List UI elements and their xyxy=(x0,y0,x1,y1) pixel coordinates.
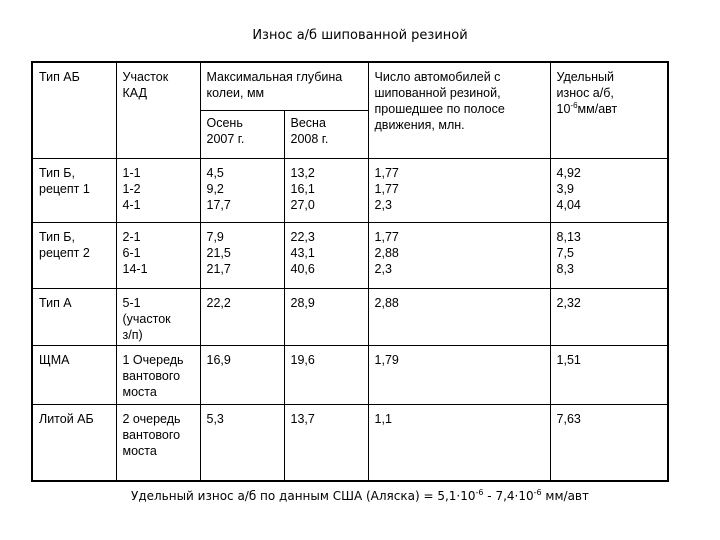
cell-autumn: 16,9 xyxy=(200,345,284,404)
header-specific-wear xyxy=(550,62,668,158)
header-spring: Весна 2008 г. xyxy=(284,110,368,158)
cell-autumn: 22,2 xyxy=(200,288,284,345)
document-title: Износ а/б шипованной резиной xyxy=(252,28,468,43)
table-row xyxy=(32,288,668,345)
header-cars: Число автомобилей с шипованной резиной, прошедшее по полосе движения, млн. xyxy=(368,62,550,158)
cell-cars: 1,77 1,77 2,3 xyxy=(368,158,550,222)
cell-section: 5-1 (участок з/п) xyxy=(116,288,200,345)
header-type: Тип АБ xyxy=(32,62,116,158)
cell-autumn: 7,9 21,5 21,7 xyxy=(200,222,284,288)
cell-type: Тип Б, рецепт 2 xyxy=(32,222,116,288)
cell-type: Тип А xyxy=(32,288,116,345)
cell-specific: 7,63 xyxy=(550,404,668,481)
table-row xyxy=(32,345,668,404)
header-autumn: Осень 2007 г. xyxy=(200,110,284,158)
cell-specific: 1,51 xyxy=(550,345,668,404)
cell-specific: 8,13 7,5 8,3 xyxy=(550,222,668,288)
footer-exponent-1: -6 xyxy=(475,488,484,497)
cell-autumn: 4,5 9,2 17,7 xyxy=(200,158,284,222)
cell-section: 1-1 1-2 4-1 xyxy=(116,158,200,222)
header-specific-exponent: -6 xyxy=(570,100,578,110)
footer-exponent-2: -6 xyxy=(533,488,542,497)
cell-type: Литой АБ xyxy=(32,404,116,481)
table-row xyxy=(32,404,668,481)
cell-autumn: 5,3 xyxy=(200,404,284,481)
cell-specific: 4,92 3,9 4,04 xyxy=(550,158,668,222)
cell-section: 2 очередь вантового моста xyxy=(116,404,200,481)
header-max-depth: Максимальная глубина колеи, мм xyxy=(200,62,368,110)
cell-spring: 19,6 xyxy=(284,345,368,404)
cell-section: 2-1 6-1 14-1 xyxy=(116,222,200,288)
footer-note xyxy=(0,489,720,503)
header-specific-text: Удельный износ а/б, 10 xyxy=(556,70,614,116)
cell-type: ЩМА xyxy=(32,345,116,404)
cell-cars: 2,88 xyxy=(368,288,550,345)
table-row xyxy=(32,222,668,288)
wear-table xyxy=(31,61,669,482)
footer-text-3: мм/авт xyxy=(541,489,589,503)
cell-type: Тип Б, рецепт 1 xyxy=(32,158,116,222)
cell-section: 1 Очередь вантового моста xyxy=(116,345,200,404)
header-row xyxy=(32,62,668,110)
table-row xyxy=(32,158,668,222)
cell-spring: 13,2 16,1 27,0 xyxy=(284,158,368,222)
footer-text-2: - 7,4·10 xyxy=(483,489,534,503)
footer-text-1: Удельный износ а/б по данным США (Аляска) = 5,1·10 xyxy=(131,489,476,503)
cell-cars: 1,1 xyxy=(368,404,550,481)
header-specific-unit: мм/авт xyxy=(577,102,618,116)
cell-spring: 28,9 xyxy=(284,288,368,345)
cell-spring: 13,7 xyxy=(284,404,368,481)
cell-specific: 2,32 xyxy=(550,288,668,345)
cell-cars: 1,77 2,88 2,3 xyxy=(368,222,550,288)
cell-cars: 1,79 xyxy=(368,345,550,404)
cell-spring: 22,3 43,1 40,6 xyxy=(284,222,368,288)
header-section: Участок КАД xyxy=(116,62,200,158)
